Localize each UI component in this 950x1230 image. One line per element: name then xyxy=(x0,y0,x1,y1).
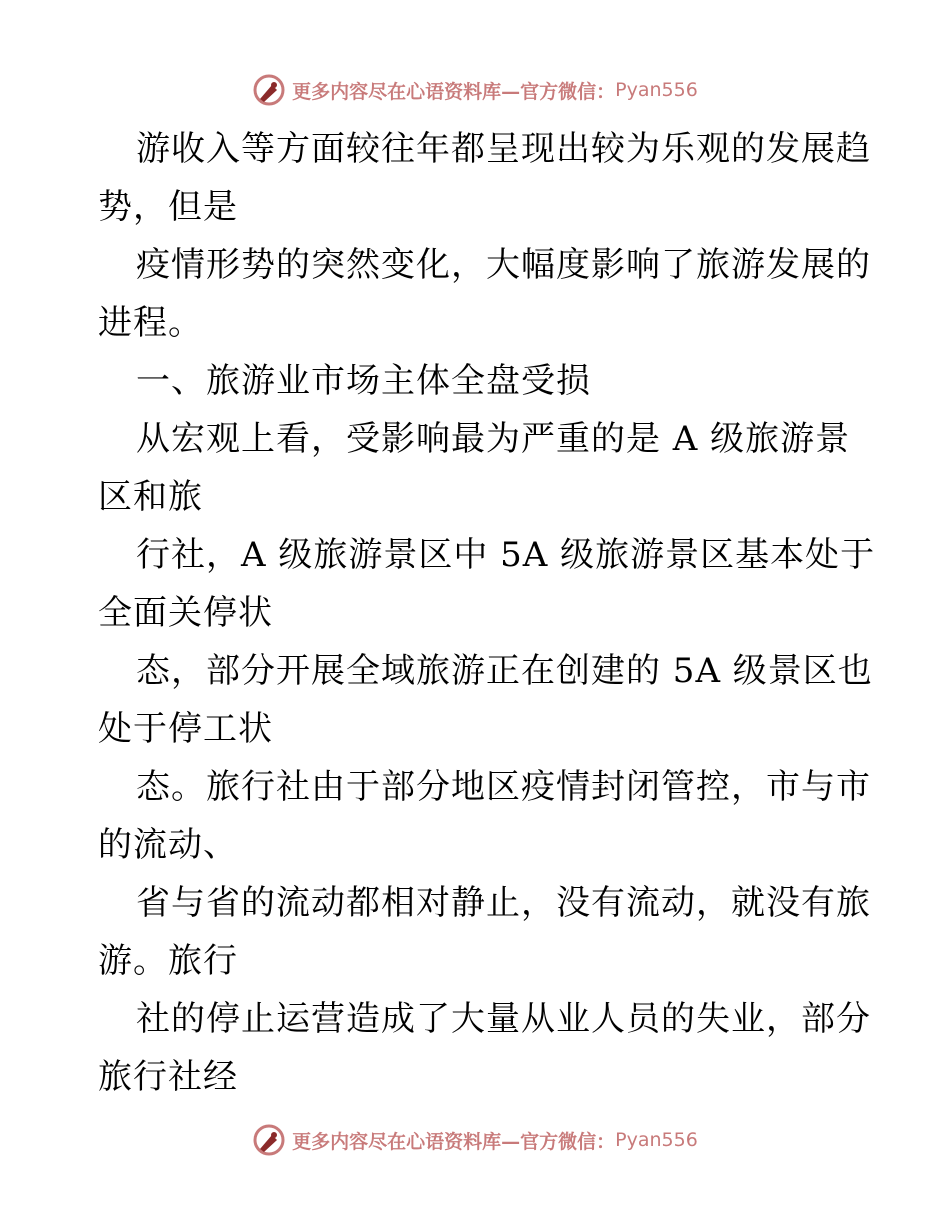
banner-text: 更多内容尽在心语资料库—官方微信： xyxy=(292,80,616,103)
document-body xyxy=(98,120,878,1106)
text-line: 态。旅行社由于部分地区疫情封闭管控，市与市 xyxy=(136,767,871,807)
pen-nib-logo-icon xyxy=(252,1123,286,1157)
text-line: 态，部分开展全域旅游正在创建的 5A 级景区也 xyxy=(136,651,873,691)
banner-text: 更多内容尽在心语资料库—官方微信： xyxy=(292,1130,616,1153)
text-line: 旅行社经 xyxy=(98,1057,238,1097)
text-line: 的流动、 xyxy=(98,825,238,865)
text-line: 省与省的流动都相对静止，没有流动，就没有旅 xyxy=(136,883,871,923)
section-heading: 一、旅游业市场主体全盘受损 xyxy=(136,361,591,401)
text-line: 全面关停状 xyxy=(98,593,273,633)
text-line: 势，但是 xyxy=(98,187,238,227)
text-line: 行社，A 级旅游景区中 5A 级旅游景区基本处于 xyxy=(136,535,876,575)
pen-nib-logo-icon xyxy=(252,73,286,107)
header-watermark-banner xyxy=(0,70,950,110)
footer-watermark-banner xyxy=(0,1120,950,1160)
text-line: 社的停止运营造成了大量从业人员的失业，部分 xyxy=(136,999,871,1039)
text-line: 游收入等方面较往年都呈现出较为乐观的发展趋 xyxy=(136,129,871,169)
text-line: 游。旅行 xyxy=(98,941,238,981)
banner-handle: Pyan556 xyxy=(615,1129,698,1151)
text-line: 疫情形势的突然变化，大幅度影响了旅游发展的 xyxy=(136,245,871,285)
text-line: 处于停工状 xyxy=(98,709,273,749)
banner-handle: Pyan556 xyxy=(615,79,698,101)
text-line: 从宏观上看，受影响最为严重的是 A 级旅游景 xyxy=(136,419,851,459)
text-line: 进程。 xyxy=(98,303,203,343)
text-line: 区和旅 xyxy=(98,477,203,517)
